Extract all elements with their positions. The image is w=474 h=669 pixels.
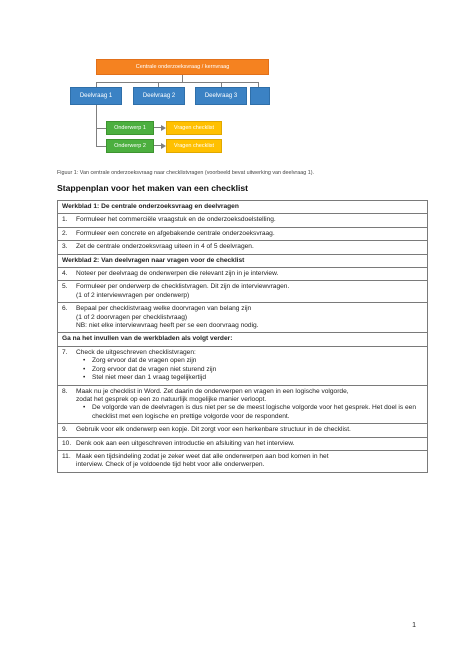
subquestion-box-3 — [195, 87, 247, 105]
subquestion-box-2 — [133, 87, 185, 105]
step-text: Zet de centrale onderzoeksvraag uiteen in 4 of 5 deelvragen. — [76, 243, 254, 251]
section-header-row — [58, 333, 428, 346]
step-text: Gebruik voor elk onderwerp een kopje. Dit zorgt voor een herkenbare structuur in de checklist. — [76, 426, 351, 434]
section-header-row — [58, 201, 428, 214]
section-title: Werkblad 2: Van deelvragen naar vragen voor de checklist — [58, 254, 428, 267]
step-cell — [58, 281, 428, 303]
subquestion-box-1 — [70, 87, 122, 105]
step-text: Maak een tijdsindeling zodat je zeker weet dat alle onderwerpen aan bod komen in het — [76, 452, 329, 460]
bullet-item: • Zorg ervoor dat de vragen niet sturend zijn — [62, 366, 423, 374]
step-cell — [58, 227, 428, 240]
central-question-box — [96, 59, 269, 75]
step-number: 2. — [62, 229, 68, 237]
step-row — [58, 281, 428, 303]
topic-box-2 — [106, 139, 154, 153]
section-title: Werkblad 1: De centrale onderzoeksvraag en deelvragen — [58, 201, 428, 214]
topic-label: Onderwerp 1 — [114, 125, 146, 131]
step-cell — [58, 303, 428, 333]
steps-table — [57, 200, 428, 473]
step-cell — [58, 424, 428, 437]
step-row — [58, 303, 428, 333]
step-line — [62, 243, 423, 251]
step-text: Noteer per deelvraag de onderwerpen die relevant zijn in je interview. — [76, 270, 279, 278]
step-cell — [58, 450, 428, 472]
subquestion-box-4 — [250, 87, 270, 105]
step-text: Maak nu je checklist in Word. Zet daarin de onderwerpen en vragen in een logische volgorde, — [76, 387, 349, 395]
step-text: Check de uitgeschreven checklistvragen: — [76, 348, 196, 356]
step-line — [62, 453, 423, 461]
step-number: 9. — [62, 426, 68, 434]
step-line — [62, 230, 423, 238]
connector-line — [96, 82, 258, 83]
step-text: Bepaal per checklistvraag welke doorvragen van belang zijn — [76, 305, 252, 313]
step-line — [62, 388, 423, 396]
connector-line — [96, 146, 106, 147]
topic-label: Onderwerp 2 — [114, 143, 146, 149]
step-line — [62, 305, 423, 313]
step-line — [62, 283, 423, 291]
step-text: Formuleer een concrete en afgebakende centrale onderzoeksvraag. — [76, 229, 275, 237]
step-line — [62, 270, 423, 278]
step-number: 5. — [62, 283, 68, 291]
step-number: 3. — [62, 243, 68, 251]
step-row — [58, 437, 428, 450]
checklist-box-1 — [166, 121, 222, 135]
bullet-item: • Zorg ervoor dat de vragen open zijn — [62, 357, 423, 365]
step-line: NB: niet elke interviewvraag heeft per se een doorvraag nodig. — [76, 322, 259, 330]
topic-box-1 — [106, 121, 154, 135]
step-cell — [58, 346, 428, 385]
page-heading: Stappenplan voor het maken van een checklist — [57, 183, 249, 193]
step-number: 1. — [62, 216, 68, 224]
central-question-label: Centrale onderzoeksvraag / kernvraag — [135, 64, 230, 70]
step-number: 10. — [62, 439, 72, 447]
step-number: 6. — [62, 305, 68, 313]
connector-line — [96, 105, 97, 147]
step-row — [58, 424, 428, 437]
step-cell — [58, 385, 428, 424]
step-row — [58, 214, 428, 227]
step-number: 4. — [62, 270, 68, 278]
subquestion-label: Deelvraag 2 — [142, 93, 176, 99]
step-line: interview. Check of je voldoende tijd hebt voor alle onderwerpen. — [76, 461, 265, 469]
step-line — [62, 349, 423, 357]
step-number: 8. — [62, 387, 68, 395]
step-line: (1 of 2 interviewvragen per onderwerp) — [76, 291, 190, 299]
checklist-box-2 — [166, 139, 222, 153]
step-line — [62, 440, 423, 448]
step-cell — [58, 437, 428, 450]
step-row — [58, 346, 428, 385]
checklist-label: Vragen checklist — [173, 143, 215, 149]
page-number: 1 — [412, 622, 416, 629]
step-row — [58, 241, 428, 254]
step-cell — [58, 214, 428, 227]
checklist-label: Vragen checklist — [173, 125, 215, 131]
step-line: zodat het gesprek op een zo natuurlijk mogelijke manier verloopt. — [76, 395, 267, 403]
bullet-item: • De volgorde van de deelvragen is dus niet per se de meest logische volgorde voor het gesprek. Het doel is een checklist met een logische en prettige volgorde voor de respondent. — [62, 404, 423, 421]
connector-line — [96, 128, 106, 129]
step-line — [62, 216, 423, 224]
step-row — [58, 385, 428, 424]
bullet-item: • Stel niet meer dan 1 vraag tegelijkertijd — [62, 374, 423, 382]
step-line — [62, 426, 423, 434]
step-line: (1 of 2 doorvragen per checklistvraag) — [76, 313, 188, 321]
step-cell — [58, 241, 428, 254]
step-row — [58, 450, 428, 472]
step-text: Formuleer per onderwerp de checklistvragen. Dit zijn de interviewvragen. — [76, 283, 290, 291]
step-text: Formuleer het commerciële vraagstuk en de onderzoeksdoelstelling. — [76, 216, 276, 224]
step-cell — [58, 268, 428, 281]
step-number: 11. — [62, 452, 71, 460]
step-number: 7. — [62, 348, 68, 356]
step-row — [58, 227, 428, 240]
subquestion-label: Deelvraag 3 — [204, 93, 238, 99]
step-text: Denk ook aan een uitgeschreven introductie en afsluiting van het interview. — [76, 439, 295, 447]
step-row — [58, 268, 428, 281]
connector-line — [182, 75, 183, 82]
subquestion-label: Deelvraag 1 — [79, 93, 113, 99]
section-title: Ga na het invullen van de werkbladen als volgt verder: — [58, 333, 428, 346]
section-header-row — [58, 254, 428, 267]
figure-diagram — [0, 0, 474, 160]
figure-caption: Figuur 1: Van centrale onderzoeksvraag naar checklistvragen (voorbeeld bevat uitwerking van deelvraag 1). — [57, 170, 314, 176]
